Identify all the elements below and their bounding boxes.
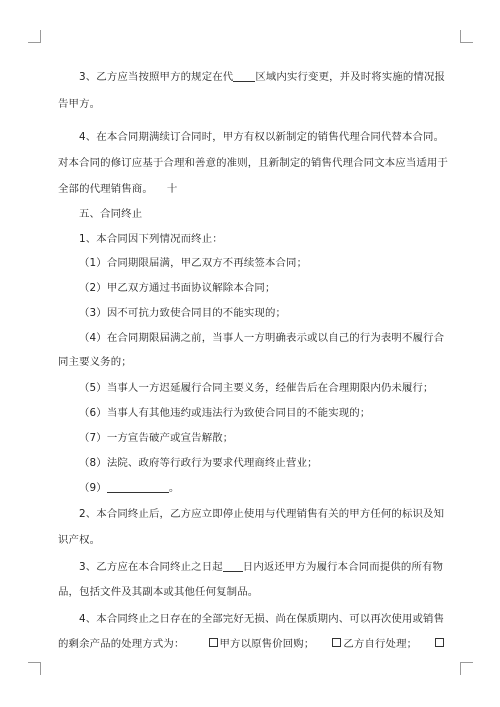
text-run: 。 xyxy=(168,482,180,494)
list-item xyxy=(79,478,179,498)
crop-mark-top-left xyxy=(28,30,41,43)
text-run: 的剩余产品的处理方式为： xyxy=(58,638,185,650)
list-item: （3）因不可抗力致使合同目的不能实现的； xyxy=(79,307,287,319)
checkbox-label: 乙方自行处理； xyxy=(343,638,418,650)
paragraph-line xyxy=(58,634,446,654)
list-item: （8）法院、政府等行政行为要求代理商终止营业； xyxy=(79,457,318,469)
fill-in-blank[interactable] xyxy=(223,558,243,572)
paragraph-line: 识产权。 xyxy=(58,534,101,546)
list-item: （5）当事人一方迟延履行合同主要义务，经催告后在合理期限内仍未履行； xyxy=(79,382,434,394)
paragraph-line: 4、在本合同期满续订合同时，甲方有权以新制定的销售代理合同代替本合同。 xyxy=(79,131,445,143)
paragraph-line: 1、本合同因下列情况而终止： xyxy=(79,233,223,245)
text-run: 日内返还甲方为履行本合同而提供的所有物 xyxy=(242,561,444,573)
checkbox-option-buyback[interactable] xyxy=(209,638,218,647)
checkbox-label: 甲方以原售价回购； xyxy=(219,638,315,650)
fill-in-blank[interactable] xyxy=(107,479,169,493)
text-run: 全部的代理销售商。 xyxy=(58,183,153,195)
text-run: 3、乙方应在本合同终止之日起 xyxy=(79,561,223,573)
paragraph-line xyxy=(79,67,445,87)
section-heading: 五、合同终止 xyxy=(79,208,143,220)
fill-in-blank[interactable] xyxy=(233,68,255,82)
paragraph-line: 4、本合同终止之日存在的全部完好无损、尚在保质期内、可以再次使用或销售 xyxy=(79,613,445,625)
text-run: （9） xyxy=(79,482,107,494)
list-item: （2）甲乙双方通过书面协议解除本合同； xyxy=(79,282,276,294)
text-run: 区域内实行变更，并及时将实施的情况报 xyxy=(255,71,446,83)
list-item-continuation: 同主要义务的； xyxy=(58,356,132,368)
paragraph-line xyxy=(58,179,177,199)
crop-mark-top-right xyxy=(460,30,473,43)
checkbox-option-self-handle[interactable] xyxy=(332,638,341,647)
list-item: （7）一方宣告破产或宣告解散； xyxy=(79,432,234,444)
paragraph-line xyxy=(79,557,443,577)
paragraph-line: 对本合同的修订应基于合理和善意的准则，且新制定的销售代理合同文本应当适用于 xyxy=(58,157,448,169)
text-run: 3、乙方应当按照甲方的规定在代 xyxy=(79,71,234,83)
list-item: （6）当事人有其他违约或违法行为致使合同目的不能实现的； xyxy=(79,407,371,419)
checkbox-option-other[interactable] xyxy=(435,638,444,647)
crop-mark-bottom-left xyxy=(28,662,41,675)
edit-mark: 十 xyxy=(166,183,178,195)
list-item: （1）合同期限届满，甲乙双方不再续签本合同； xyxy=(79,257,308,269)
crop-mark-bottom-right xyxy=(460,662,473,675)
paragraph-line: 品，包括文件及其副本或其他任何复制品。 xyxy=(58,586,259,598)
paragraph-line: 告甲方。 xyxy=(58,98,101,110)
paragraph-line: 2、本合同终止后，乙方应立即停止使用与代理销售有关的甲方任何的标识及知 xyxy=(79,508,445,520)
list-item: （4）在合同期限届满之前，当事人一方明确表示或以自己的行为表明不履行合 xyxy=(79,332,445,344)
